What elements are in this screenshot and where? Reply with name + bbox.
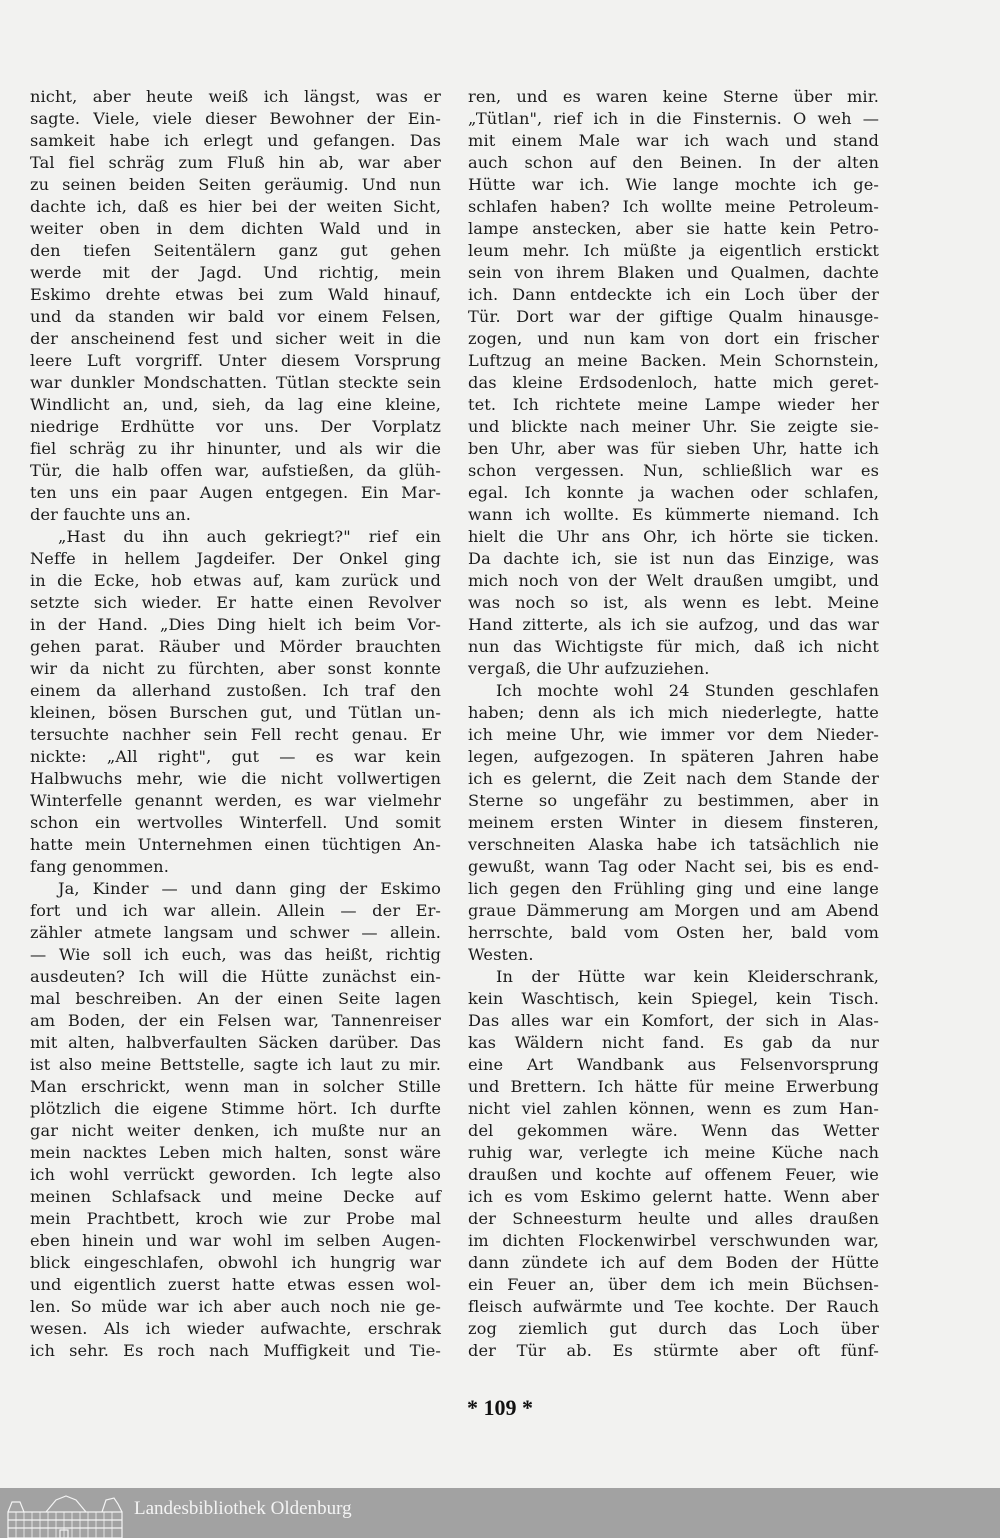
text-line: fleisch aufwärmte und Tee kochte. Der Rauch bbox=[468, 1297, 879, 1316]
text-line: der Schneesturm heulte und alles draußen bbox=[468, 1209, 879, 1228]
text-line: kein Waschtisch, kein Spiegel, kein Tisch. bbox=[468, 989, 879, 1008]
text-line: ich wohl verrückt geworden. Ich legte also bbox=[30, 1165, 441, 1184]
text-line: das kleine Erdsodenloch, hatte mich geret- bbox=[468, 373, 879, 392]
text-line: leere Luft vorgriff. Unter diesem Vorsprung bbox=[30, 351, 441, 370]
text-line: samkeit habe ich erlegt und gefangen. Das bbox=[30, 131, 441, 150]
text-line: schon vergessen. Nun, schließlich war es bbox=[468, 461, 879, 480]
text-line: fang genommen. bbox=[30, 857, 169, 876]
text-line: mich noch von der Welt draußen umgibt, und bbox=[468, 571, 879, 590]
text-line: hatte mein Unternehmen einen tüchtigen An- bbox=[30, 835, 441, 854]
text-line: Hand zitterte, als ich sie aufzog, und das war bbox=[468, 615, 879, 634]
text-line: len. So müde war ich aber auch noch nie ge- bbox=[30, 1297, 441, 1316]
text-line: sein von ihrem Blaken und Qualmen, dachte bbox=[468, 263, 879, 282]
text-line: wir da nicht zu fürchten, aber sonst konnte bbox=[30, 659, 441, 678]
text-line: — Wie soll ich euch, was das heißt, richtig bbox=[30, 945, 441, 964]
text-line: ich sehr. Es roch nach Muffigkeit und Tie- bbox=[30, 1341, 441, 1360]
text-line: nickte: „All right", gut — es war kein bbox=[30, 747, 441, 766]
text-line: meinen Schlafsack und meine Decke auf bbox=[30, 1187, 441, 1206]
text-line: was noch so ist, als wenn es lebt. Meine bbox=[468, 593, 879, 612]
text-line: und da standen wir bald vor einem Felsen, bbox=[30, 307, 441, 326]
text-line: Ja, Kinder — und dann ging der Eskimo bbox=[58, 879, 441, 898]
text-line: ich meine Uhr, wie immer vor dem Nieder- bbox=[468, 725, 879, 744]
text-line: Tür. Dort war der giftige Qualm hinausge- bbox=[468, 307, 879, 326]
text-line: zähler atmete langsam und schwer — allein. bbox=[30, 923, 441, 942]
right-text-column bbox=[468, 86, 879, 1362]
text-line: mein Prachtbett, kroch wie zur Probe mal bbox=[30, 1209, 441, 1228]
text-line: herrschte, bald vom Osten her, bald vom bbox=[468, 923, 879, 942]
text-line: mit alten, halbverfaulten Säcken darüber. Das bbox=[30, 1033, 441, 1052]
text-line: egal. Ich konnte ja wachen oder schlafen, bbox=[468, 483, 879, 502]
text-line: zu seinen beiden Seiten geräumig. Und nun bbox=[30, 175, 441, 194]
text-line: ausdeuten? Ich will die Hütte zunächst ein- bbox=[30, 967, 441, 986]
text-line: Hütte war ich. Wie lange mochte ich ge- bbox=[468, 175, 879, 194]
text-line: leum mehr. Ich müßte ja eigentlich erstickt bbox=[468, 241, 879, 260]
text-line: lich gegen den Frühling ging und eine lange bbox=[468, 879, 879, 898]
text-line: schon ein wertvolles Winterfell. Und somit bbox=[30, 813, 441, 832]
text-line: Neffe in hellem Jagdeifer. Der Onkel ging bbox=[30, 549, 441, 568]
text-line: plötzlich die eigene Stimme hört. Ich durfte bbox=[30, 1099, 441, 1118]
text-line: draußen und kochte auf offenem Feuer, wie bbox=[468, 1165, 879, 1184]
text-line: haben; denn als ich mich niederlegte, hatte bbox=[468, 703, 879, 722]
text-line: del gekommen wäre. Wenn das Wetter bbox=[468, 1121, 879, 1140]
text-line: niedrige Erdhütte vor uns. Der Vorplatz bbox=[30, 417, 441, 436]
text-line: „Hast du ihn auch gekriegt?" rief ein bbox=[58, 527, 441, 546]
text-line: gar nicht weiter denken, ich mußte nur an bbox=[30, 1121, 441, 1140]
text-line: in der Hand. „Dies Ding hielt ich beim Vor- bbox=[30, 615, 441, 634]
text-line: der anscheinend fest und sicher weit in die bbox=[30, 329, 441, 348]
text-line: in die Ecke, hob etwas auf, kam zurück und bbox=[30, 571, 441, 590]
text-line: lampe anstecken, aber sie hatte kein Petro- bbox=[468, 219, 879, 238]
text-line: mit einem Male war ich wach und stand bbox=[468, 131, 879, 150]
library-footer-bar bbox=[0, 1488, 1000, 1538]
page-number: * 109 * bbox=[467, 1395, 533, 1420]
text-line: kas Wäldern nicht fand. Es gab da nur bbox=[468, 1033, 879, 1052]
text-line: weiter oben in dem dichten Wald und in bbox=[30, 219, 441, 238]
text-line: eben hinein und war wohl im selben Augen- bbox=[30, 1231, 441, 1250]
text-line: ich es gelernt, die Zeit nach dem Stande der bbox=[468, 769, 879, 788]
text-line: ein Feuer an, über dem ich mein Büchsen- bbox=[468, 1275, 879, 1294]
text-line: und blickte nach meiner Uhr. Sie zeigte sie- bbox=[468, 417, 879, 436]
text-line: mal beschreiben. An der einen Seite lagen bbox=[30, 989, 441, 1008]
library-building-icon bbox=[6, 1494, 124, 1538]
text-line: dann zündete ich auf dem Boden der Hütte bbox=[468, 1253, 879, 1272]
text-line: Sterne so ungefähr zu bestimmen, aber in bbox=[468, 791, 879, 810]
text-line: nun das Wichtigste für mich, daß ich nicht bbox=[468, 637, 879, 656]
text-line: setzte sich wieder. Er hatte einen Revolver bbox=[30, 593, 441, 612]
text-line: ten uns ein paar Augen entgegen. Ein Mar- bbox=[30, 483, 441, 502]
text-line: fort und ich war allein. Allein — der Er- bbox=[30, 901, 441, 920]
text-line: Da dachte ich, sie ist nun das Einzige, was bbox=[468, 549, 879, 568]
text-line: legen, aufgezogen. In späteren Jahren habe bbox=[468, 747, 879, 766]
text-line: blick eingeschlafen, obwohl ich hungrig war bbox=[30, 1253, 441, 1272]
text-line: mein nacktes Leben mich halten, sonst wäre bbox=[30, 1143, 441, 1162]
text-line: der fauchte uns an. bbox=[30, 505, 192, 524]
library-name: Landesbibliothek Oldenburg bbox=[134, 1498, 352, 1519]
text-line: vergaß, die Uhr aufzuziehen. bbox=[468, 659, 710, 678]
text-line: dachte ich, daß es hier bei der weiten Sicht, bbox=[30, 197, 441, 216]
text-line: verschneiten Alaska habe ich tatsächlich nie bbox=[468, 835, 879, 854]
text-line: im dichten Flockenwirbel verschwunden war, bbox=[468, 1231, 879, 1250]
text-line: war dunkler Mondschatten. Tütlan steckte sein bbox=[30, 373, 441, 392]
text-line: wesen. Als ich wieder aufwachte, erschrak bbox=[30, 1319, 441, 1338]
text-line: ruhig war, verlegte ich meine Küche nach bbox=[468, 1143, 879, 1162]
text-line: tersuchte nachher sein Fell recht genau. Er bbox=[30, 725, 441, 744]
text-line: meinem ersten Winter in diesem finsteren, bbox=[468, 813, 879, 832]
text-line: Tal fiel schräg zum Fluß hin ab, war aber bbox=[30, 153, 441, 172]
text-line: zog ziemlich gut durch das Loch über bbox=[468, 1319, 879, 1338]
text-line: graue Dämmerung am Morgen und am Abend bbox=[468, 901, 879, 920]
text-line: Luftzug an meine Backen. Mein Schornstein, bbox=[468, 351, 879, 370]
text-line: ist also meine Bettstelle, sagte ich laut zu mir. bbox=[30, 1055, 441, 1074]
text-line: hielt die Uhr ans Ohr, ich hörte sie ticken. bbox=[468, 527, 879, 546]
text-line: schlafen haben? Ich wollte meine Petroleum- bbox=[468, 197, 879, 216]
text-line: ich es vom Eskimo gelernt hatte. Wenn aber bbox=[468, 1187, 879, 1206]
text-line: gehen parat. Räuber und Mörder brauchten bbox=[30, 637, 441, 656]
text-line: Windlicht an, und, sieh, da lag eine kleine, bbox=[30, 395, 441, 414]
text-line: einem da allerhand zustoßen. Ich traf den bbox=[30, 681, 441, 700]
text-line: der Tür ab. Es stürmte aber oft fünf- bbox=[468, 1341, 879, 1360]
text-line: „Tütlan", rief ich in die Finsternis. O weh — bbox=[468, 109, 879, 128]
text-line: wann ich wollte. Es kümmerte niemand. Ich bbox=[468, 505, 879, 524]
text-line: tet. Ich richtete meine Lampe wieder her bbox=[468, 395, 879, 414]
text-line: kleinen, bösen Burschen gut, und Tütlan un- bbox=[30, 703, 441, 722]
text-line: Das alles war ein Komfort, der sich in Alas- bbox=[468, 1011, 879, 1030]
text-line: auch schon auf den Beinen. In der alten bbox=[468, 153, 879, 172]
text-line: fiel schräg zu ihr hinunter, und als wir die bbox=[30, 439, 441, 458]
text-line: In der Hütte war kein Kleiderschrank, bbox=[496, 967, 879, 986]
text-line: zogen, und nun kam von dort ein frischer bbox=[468, 329, 879, 348]
text-line: sagte. Viele, viele dieser Bewohner der Ein- bbox=[30, 109, 441, 128]
text-line: gewußt, wann Tag oder Nacht sei, bis es end- bbox=[468, 857, 879, 876]
text-line: Halbwuchs mehr, wie die nicht vollwertigen bbox=[30, 769, 441, 788]
text-line: am Boden, der ein Felsen war, Tannenreiser bbox=[30, 1011, 441, 1030]
text-line: Eskimo drehte etwas bei zum Wald hinauf, bbox=[30, 285, 441, 304]
text-line: Ich mochte wohl 24 Stunden geschlafen bbox=[496, 681, 879, 700]
text-line: Man erschrickt, wenn man in solcher Stille bbox=[30, 1077, 441, 1096]
text-line: ich. Dann entdeckte ich ein Loch über der bbox=[468, 285, 879, 304]
text-line: und eigentlich zuerst hatte etwas essen wol- bbox=[30, 1275, 441, 1294]
text-line: Tür, die halb offen war, aufstießen, da glüh- bbox=[30, 461, 441, 480]
text-line: und Brettern. Ich hätte für meine Erwerbung bbox=[468, 1077, 879, 1096]
text-line: werde mit der Jagd. Und richtig, mein bbox=[30, 263, 441, 282]
text-line: ren, und es waren keine Sterne über mir. bbox=[468, 87, 879, 106]
text-line: Westen. bbox=[468, 945, 534, 964]
text-line: nicht viel zahlen können, wenn es zum Han- bbox=[468, 1099, 879, 1118]
text-line: ben Uhr, aber was für sieben Uhr, hatte ich bbox=[468, 439, 879, 458]
left-text-column bbox=[30, 86, 441, 1362]
text-line: den tiefen Seitentälern ganz gut gehen bbox=[30, 241, 441, 260]
text-line: eine Art Wandbank aus Felsenvorsprung bbox=[468, 1055, 879, 1074]
text-line: Winterfelle genannt werden, es war vielmehr bbox=[30, 791, 441, 810]
text-line: nicht, aber heute weiß ich längst, was er bbox=[30, 87, 441, 106]
